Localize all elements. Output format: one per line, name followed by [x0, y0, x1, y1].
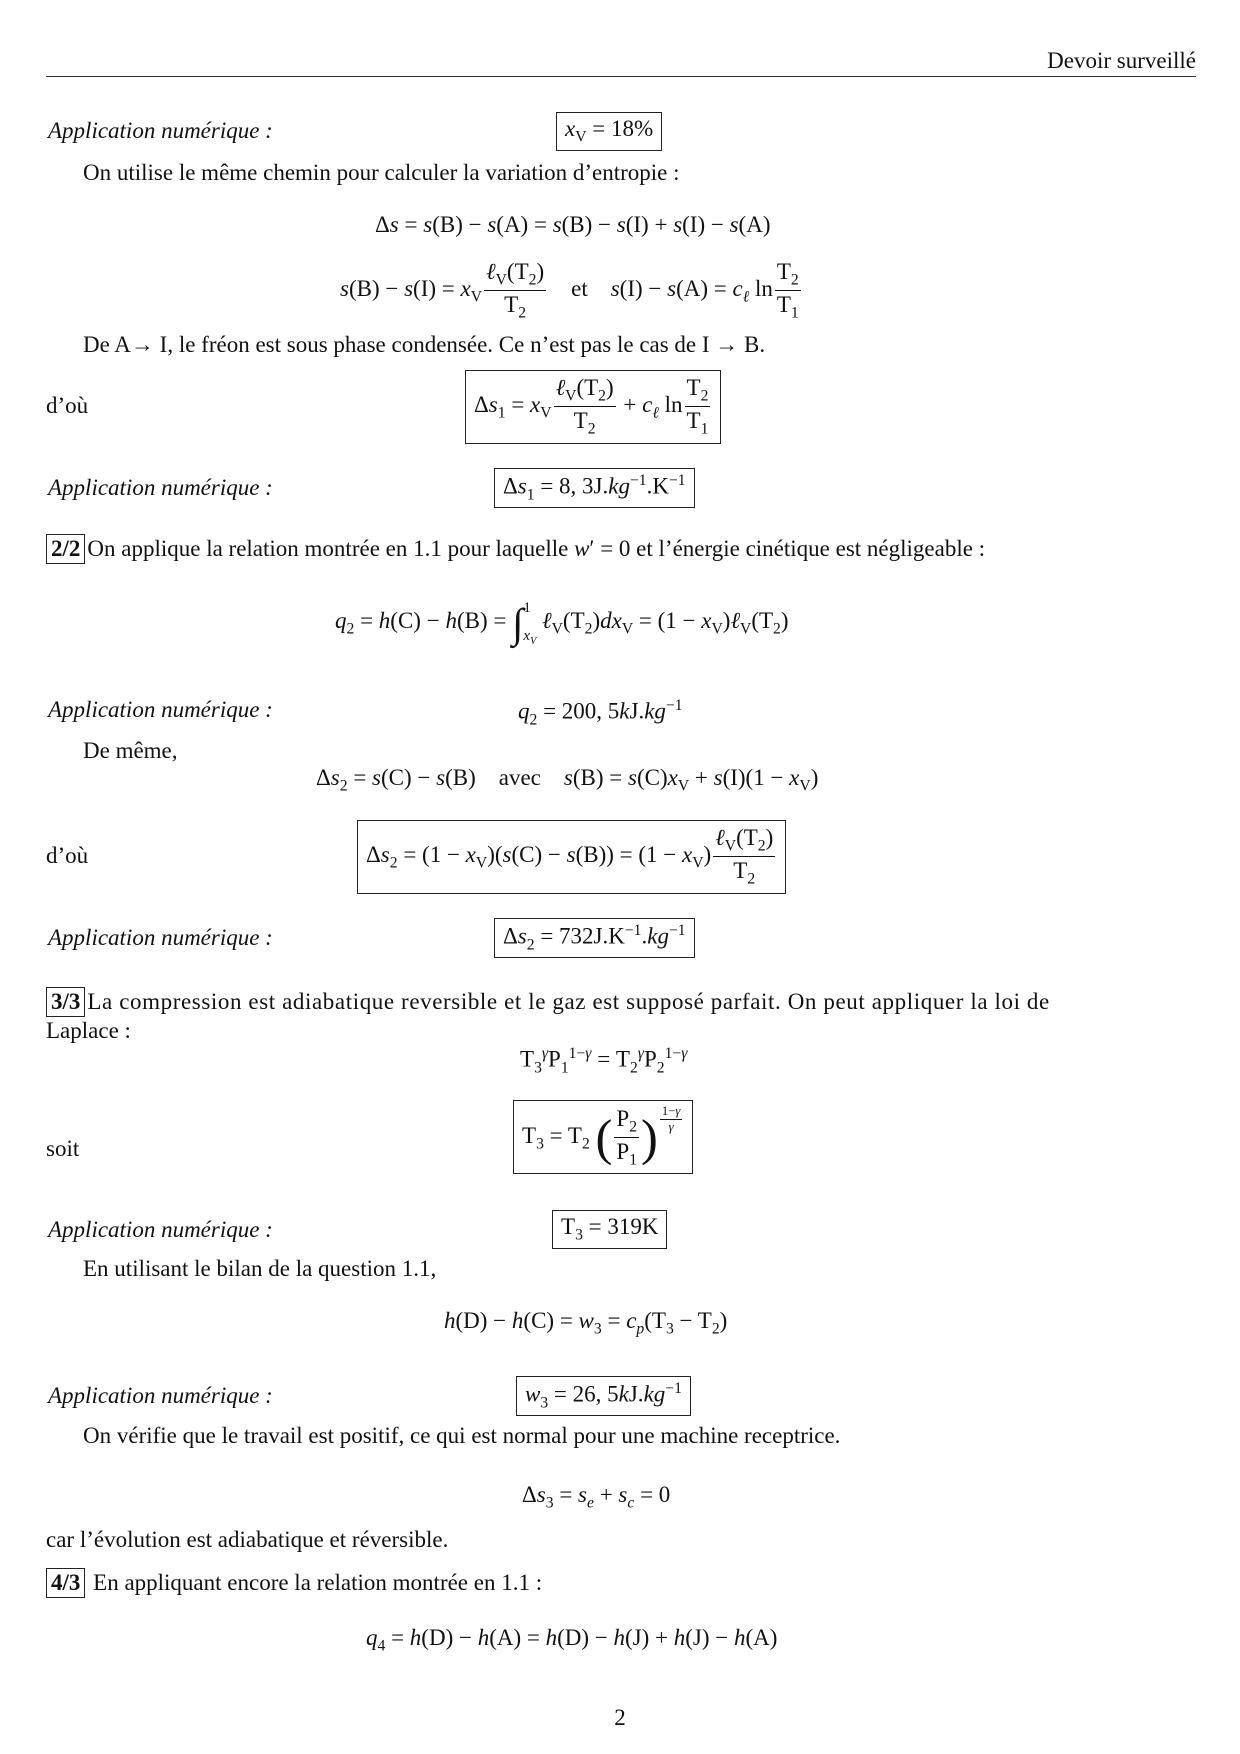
intro-entropy: On utilise le même chemin pour calculer la variation d’entropie :: [83, 160, 680, 185]
ds3-reason: car l’évolution est adiabatique et réversible.: [46, 1527, 449, 1552]
question-3-text: 3/3 La compression est adiabatique reversible et le gaz est supposé parfait. On peut appliquer la loi de: [46, 987, 1050, 1017]
laplace-eq: $T_3^\gamma P_1^{1-\gamma} = T_2^\gamma P_2^{1-\gamma}$: [520, 1045, 688, 1077]
app-num-label: Application numérique :: [48, 925, 273, 950]
xv-result: $x_V = 18\%$: [556, 112, 662, 151]
q4-eq: $q_4 = h(D) - h(A) = h(D) - h(J) + h(J) - h(A)$: [366, 1625, 778, 1655]
eq-ds-path: Δs = s(B) − s(A) = s(B) − s(I) + s(I) − s(A): [375, 212, 771, 237]
app-num-label: Application numérique :: [48, 1383, 273, 1408]
ds2-formula: $\Delta s_2 = (1 - x_V)(s(C) - s(B)) = (1 - x_V)$ $\frac{\ell_V(T_2)}{T_2}$: [357, 820, 786, 894]
phase-note: De A→ I, le fréon est sous phase condensée. Ce n’est pas le cas de I → B.: [83, 332, 766, 357]
ds2-def: $\Delta s_2 = s(C) - s(B)$ avec $s(B) = s(C)x_V + s(I)(1 - x_V)$: [316, 765, 819, 795]
dou-label: d’où: [46, 393, 89, 418]
page-number: 2: [614, 1705, 626, 1730]
eq-ds-parts: $s(B) - s(I) = x_V$ $\frac{\ell_V(T_2)}{T_2}$ et $s(I) - s(A) = c_\ell$ ln $\frac{T_2}{T_1}$: [340, 259, 799, 322]
ds3-eq: $\Delta s_3 = s_e + s_c = 0$: [522, 1482, 671, 1512]
verif-text: On vérifie que le travail est positif, ce qui est normal pour une machine receptrice.: [83, 1423, 841, 1448]
ds2-result: $\Delta s_2 = 732J.K^{-1}.kg^{-1}$: [494, 918, 695, 958]
ds1-formula: $\Delta s_1 = x_V$ $\frac{\ell_V(T_2)}{T_2}$ + $c_\ell$ ln $\frac{T_2}{T_1}$: [465, 370, 721, 444]
t3-result: $T_3 = 319K$: [552, 1210, 667, 1249]
q3-text-cont: Laplace :: [46, 1018, 131, 1043]
ds1-result: $\Delta s_1 = 8$, $3J.kg^{-1}.K^{-1}$: [494, 468, 695, 508]
question-number: 3/3: [46, 987, 85, 1017]
app-num-label: Application numérique :: [48, 475, 273, 500]
bilan-text: En utilisant le bilan de la question 1.1,: [83, 1256, 437, 1281]
w3-eq: $h(D) - h(C) = w_3 = c_p(T_3 - T_2)$: [444, 1308, 728, 1338]
t3-formula: $T_3 = T_2$ ( $\frac{P_2}{P_1}$ ) $^{\frac{1-\gamma}{\gamma}}$: [513, 1100, 693, 1174]
app-num-label: Application numérique :: [48, 118, 273, 143]
header-title: Devoir surveillé: [1047, 48, 1196, 73]
question-4-text: 4/3 En appliquant encore la relation montrée en 1.1 :: [46, 1568, 542, 1598]
soit-label: soit: [46, 1136, 80, 1161]
question-number: 4/3: [46, 1568, 85, 1598]
dou-label: d’où: [46, 843, 89, 868]
question-number: 2/2: [46, 534, 85, 564]
q2-result: $q_2 = 200$, $5kJ.kg^{-1}$: [518, 697, 683, 729]
w3-result: $w_3 = 26$, $5kJ.kg^{-1}$: [516, 1376, 691, 1416]
header-rule: [46, 76, 1196, 77]
app-num-label: Application numérique :: [48, 1217, 273, 1242]
question-2-text: 2/2 On applique la relation montrée en 1.1 pour laquelle w′ = 0 et l’énergie cinétique est négligeable :: [46, 534, 985, 564]
app-num-label: Application numérique :: [48, 697, 273, 722]
q2-integral: $q_2 = h(C) - h(B)$ = ∫ 1 $x_V$ $\ell_V(T_2)dx_V = (1$ − $x_V)\ell_V(T_2)$: [335, 599, 789, 648]
de-meme: De même,: [83, 738, 178, 763]
